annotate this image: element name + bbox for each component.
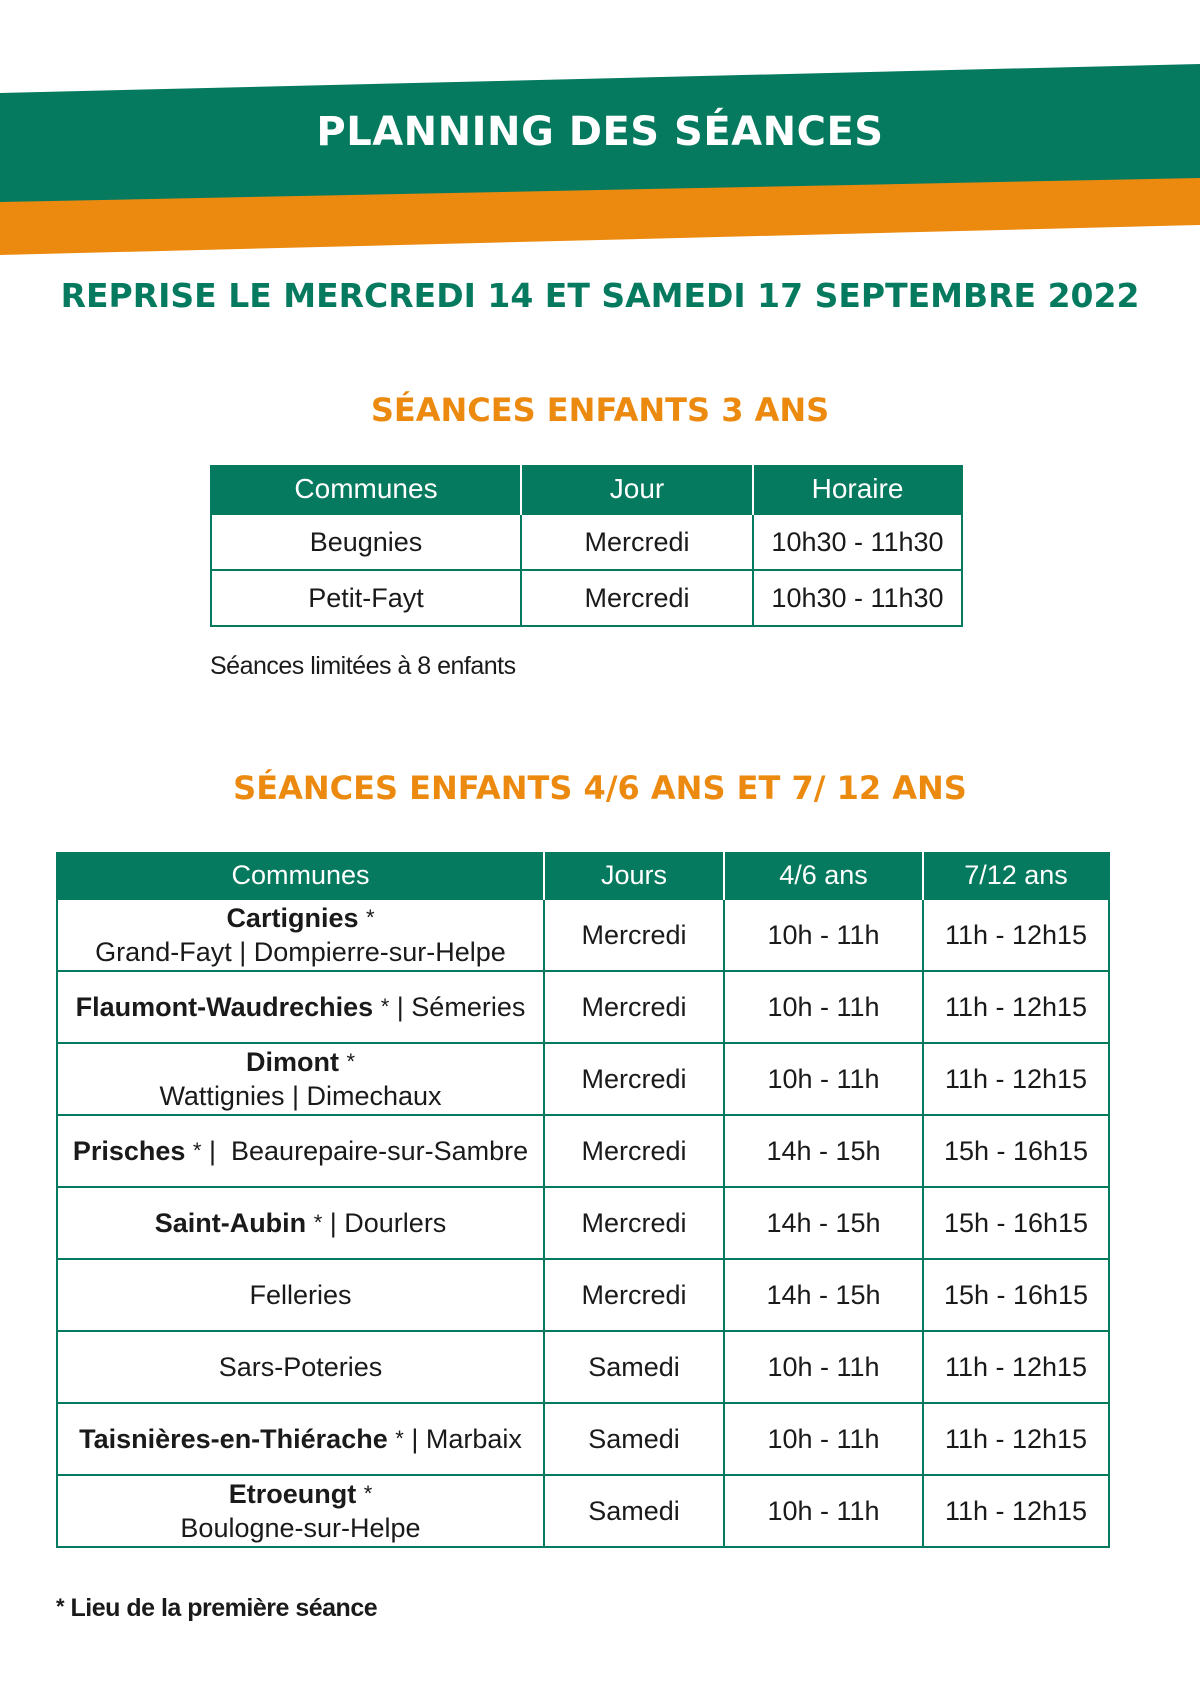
- first-session-star: *: [346, 1049, 356, 1074]
- first-session-star: *: [363, 1481, 373, 1506]
- main-commune: Prisches: [72, 1136, 186, 1166]
- footnote-text: Lieu de la première séance: [70, 1594, 378, 1622]
- column-header-jour: Jour: [521, 465, 753, 514]
- column-header-4-6-ans: 4/6 ans: [724, 852, 923, 899]
- column-header-jours: Jours: [544, 852, 724, 899]
- table-row: [57, 1475, 1109, 1547]
- age-7-12-cell: 15h - 16h15: [923, 1187, 1109, 1259]
- age-4-6-cell: 10h - 11h: [724, 899, 923, 971]
- age-7-12-cell: 15h - 16h15: [923, 1259, 1109, 1331]
- first-session-star: *: [192, 1138, 202, 1163]
- first-session-star: *: [395, 1426, 404, 1451]
- table-header-row: [211, 465, 962, 514]
- table-header-row: [57, 852, 1109, 899]
- jour-cell: Mercredi: [521, 514, 753, 570]
- main-commune: Dimont: [245, 1047, 339, 1077]
- commune-cell: [57, 1115, 544, 1187]
- jours-cell: Mercredi: [544, 1043, 724, 1115]
- commune-cell: Beugnies: [211, 514, 521, 570]
- table-row: [57, 1187, 1109, 1259]
- other-communes: Beaurepaire-sur-Sambre: [231, 1136, 529, 1166]
- table-row: [57, 1403, 1109, 1475]
- commune-cell: [57, 1331, 544, 1403]
- footnote-star: *: [56, 1594, 65, 1619]
- other-communes: Grand-Fayt | Dompierre-sur-Helpe: [95, 937, 506, 967]
- age-4-6-cell: 10h - 11h: [724, 971, 923, 1043]
- table-row: [57, 1115, 1109, 1187]
- jours-cell: Mercredi: [544, 971, 724, 1043]
- schedule-table-3-ans: [210, 465, 963, 627]
- reprise-date-heading: REPRISE LE MERCREDI 14 ET SAMEDI 17 SEPTEMBRE 2022: [60, 276, 1140, 315]
- column-header-communes: Communes: [211, 465, 521, 514]
- main-commune: Flaumont-Waudrechies: [75, 992, 374, 1022]
- age-4-6-cell: 10h - 11h: [724, 1403, 923, 1475]
- column-header-horaire: Horaire: [753, 465, 962, 514]
- separator: |: [322, 1208, 345, 1238]
- table-row: [57, 899, 1109, 971]
- main-commune: Cartignies: [226, 903, 359, 933]
- commune-cell: Petit-Fayt: [211, 570, 521, 626]
- separator: |: [403, 1424, 426, 1454]
- other-communes: Felleries: [249, 1280, 352, 1310]
- other-communes: Sémeries: [411, 992, 526, 1022]
- jours-cell: Mercredi: [544, 1115, 724, 1187]
- age-4-6-cell: 14h - 15h: [724, 1187, 923, 1259]
- age-7-12-cell: 11h - 12h15: [923, 1475, 1109, 1547]
- jours-cell: Mercredi: [544, 1187, 724, 1259]
- other-communes: Dourlers: [344, 1208, 447, 1238]
- jours-cell: Samedi: [544, 1475, 724, 1547]
- commune-cell: [57, 1043, 544, 1115]
- table-row: [211, 514, 962, 570]
- jour-cell: Mercredi: [521, 570, 753, 626]
- table-row: [211, 570, 962, 626]
- jours-cell: Mercredi: [544, 899, 724, 971]
- commune-cell: [57, 1259, 544, 1331]
- jours-cell: Mercredi: [544, 1259, 724, 1331]
- column-header-communes: Communes: [57, 852, 544, 899]
- age-7-12-cell: 11h - 12h15: [923, 1331, 1109, 1403]
- horaire-cell: 10h30 - 11h30: [753, 514, 962, 570]
- commune-cell: [57, 899, 544, 971]
- table-row: [57, 971, 1109, 1043]
- footnote: [56, 1591, 377, 1624]
- separator: |: [201, 1136, 232, 1166]
- first-session-star: *: [380, 994, 390, 1019]
- first-session-star: *: [366, 905, 375, 930]
- capacity-note: Séances limitées à 8 enfants: [210, 652, 516, 680]
- age-7-12-cell: 11h - 12h15: [923, 971, 1109, 1043]
- main-commune: Saint-Aubin: [154, 1208, 307, 1238]
- separator: |: [389, 992, 412, 1022]
- other-communes: Marbaix: [425, 1424, 522, 1454]
- first-session-star: *: [313, 1210, 323, 1235]
- page-title: PLANNING DES SÉANCES: [316, 109, 884, 155]
- other-communes: Boulogne-sur-Helpe: [180, 1513, 421, 1543]
- commune-cell: [57, 971, 544, 1043]
- section-4-12-ans-title: SÉANCES ENFANTS 4/6 ANS ET 7/ 12 ANS: [233, 769, 967, 807]
- commune-cell: [57, 1187, 544, 1259]
- age-4-6-cell: 14h - 15h: [724, 1259, 923, 1331]
- horaire-cell: 10h30 - 11h30: [753, 570, 962, 626]
- age-7-12-cell: 15h - 16h15: [923, 1115, 1109, 1187]
- age-4-6-cell: 14h - 15h: [724, 1115, 923, 1187]
- jours-cell: Samedi: [544, 1403, 724, 1475]
- other-communes: Sars-Poteries: [218, 1352, 383, 1382]
- age-4-6-cell: 10h - 11h: [724, 1043, 923, 1115]
- jours-cell: Samedi: [544, 1331, 724, 1403]
- main-commune: Taisnières-en-Thiérache: [79, 1424, 388, 1454]
- schedule-table-4-12-ans: [56, 852, 1110, 1548]
- age-7-12-cell: 11h - 12h15: [923, 899, 1109, 971]
- table-row: [57, 1259, 1109, 1331]
- column-header-7-12-ans: 7/12 ans: [923, 852, 1109, 899]
- other-communes: Wattignies | Dimechaux: [159, 1081, 442, 1111]
- age-4-6-cell: 10h - 11h: [724, 1331, 923, 1403]
- age-7-12-cell: 11h - 12h15: [923, 1043, 1109, 1115]
- commune-cell: [57, 1403, 544, 1475]
- main-commune: Etroeungt: [228, 1479, 357, 1509]
- table-row: [57, 1043, 1109, 1115]
- table-row: [57, 1331, 1109, 1403]
- commune-cell: [57, 1475, 544, 1547]
- section-3-ans-title: SÉANCES ENFANTS 3 ANS: [370, 391, 830, 429]
- age-4-6-cell: 10h - 11h: [724, 1475, 923, 1547]
- age-7-12-cell: 11h - 12h15: [923, 1403, 1109, 1475]
